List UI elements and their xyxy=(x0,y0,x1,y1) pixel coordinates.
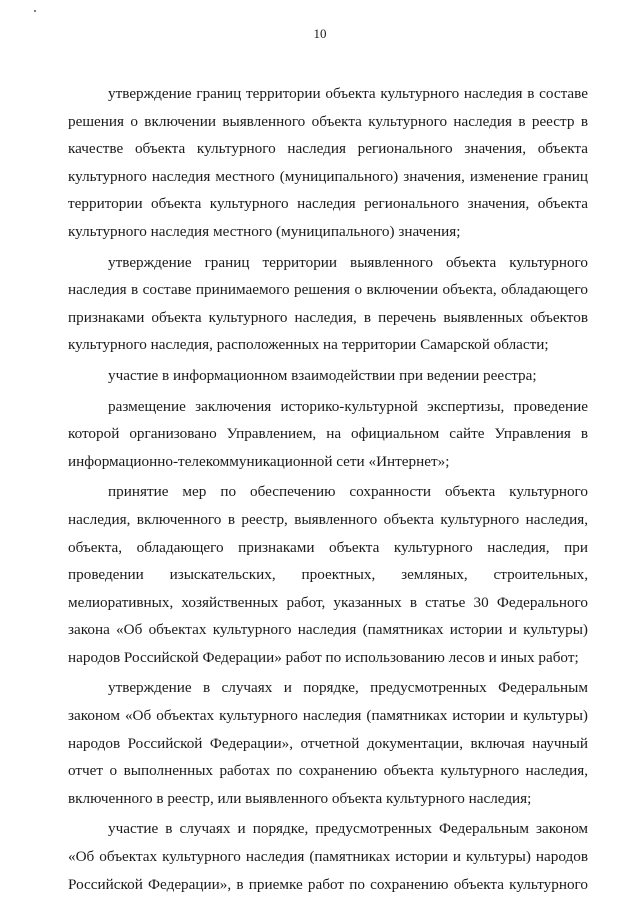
text-line: объекта, обладающего признаками объекта культурного наследия, при xyxy=(68,538,588,556)
text-line: народов Российской Федерации» работ по использованию лесов и иных работ; xyxy=(68,648,579,666)
text-line: информационно-телекоммуникационной сети «Интернет»; xyxy=(68,452,450,470)
page-number: 10 xyxy=(313,26,327,41)
text-line: культурного наследия местного (муниципального) значения; xyxy=(68,222,461,240)
paragraph xyxy=(68,478,588,671)
text-line: включенного в реестр, или выявленного объекта культурного наследия; xyxy=(68,789,532,807)
text-line: утверждение границ территории выявленного объекта культурного xyxy=(108,253,588,271)
text-line: которой организовано Управлением, на официальном сайте Управления в xyxy=(68,425,588,443)
text-line: утверждение в случаях и порядке, предусмотренных Федеральным xyxy=(108,679,588,697)
paragraph xyxy=(68,80,588,246)
text-line: решения о включении выявленного объекта культурного наследия в реестр в xyxy=(68,112,588,130)
text-line: мелиоративных, хозяйственных работ, указанных в статье 30 Федерального xyxy=(68,593,588,611)
text-line: отчет о выполненных работах по сохранению объекта культурного наследия, xyxy=(68,762,588,780)
text-line: участие в информационном взаимодействии при ведении реестра; xyxy=(108,366,537,384)
paragraph xyxy=(68,362,588,390)
text-line: качестве объекта культурного наследия регионального значения, объекта xyxy=(68,140,588,158)
text-line: проведении изыскательских, проектных, земляных, строительных, xyxy=(68,566,588,584)
text-line: территории объекта культурного наследия регионального значения, объекта xyxy=(68,195,588,213)
paragraph xyxy=(68,815,588,898)
text-line: Российской Федерации», в приемке работ по сохранению объекта культурного xyxy=(68,875,588,893)
text-line: культурного наследия, расположенных на территории Самарской области; xyxy=(68,336,549,354)
text-line: культурного наследия местного (муниципального) значения, изменение границ xyxy=(68,167,588,185)
text-line: закона «Об объектах культурного наследия (памятниках истории и культуры) xyxy=(68,621,588,639)
text-line: участие в случаях и порядке, предусмотренных Федеральным законом xyxy=(108,820,588,838)
text-line: наследия в составе принимаемого решения о включении объекта, обладающего xyxy=(68,281,588,299)
text-line: «Об объектах культурного наследия (памятниках истории и культуры) народов xyxy=(68,848,588,866)
text-line: размещение заключения историко-культурной экспертизы, проведение xyxy=(108,397,588,415)
text-line: принятие мер по обеспечению сохранности объекта культурного xyxy=(108,483,588,501)
text-line: наследия, включенного в реестр, выявленного объекта культурного наследия, xyxy=(68,510,588,528)
paragraph xyxy=(68,393,588,476)
text-line: утверждение границ территории объекта культурного наследия в составе xyxy=(108,85,588,102)
scan-mark xyxy=(34,10,36,12)
text-line: законом «Об объектах культурного наследия (памятниках истории и культуры) xyxy=(68,707,588,725)
paragraph xyxy=(68,249,588,359)
document-body xyxy=(68,80,588,901)
paragraph xyxy=(68,674,588,812)
text-line: признаками объекта культурного наследия, в перечень выявленных объектов xyxy=(68,308,588,326)
text-line: народов Российской Федерации», отчетной документации, включая научный xyxy=(68,734,588,752)
